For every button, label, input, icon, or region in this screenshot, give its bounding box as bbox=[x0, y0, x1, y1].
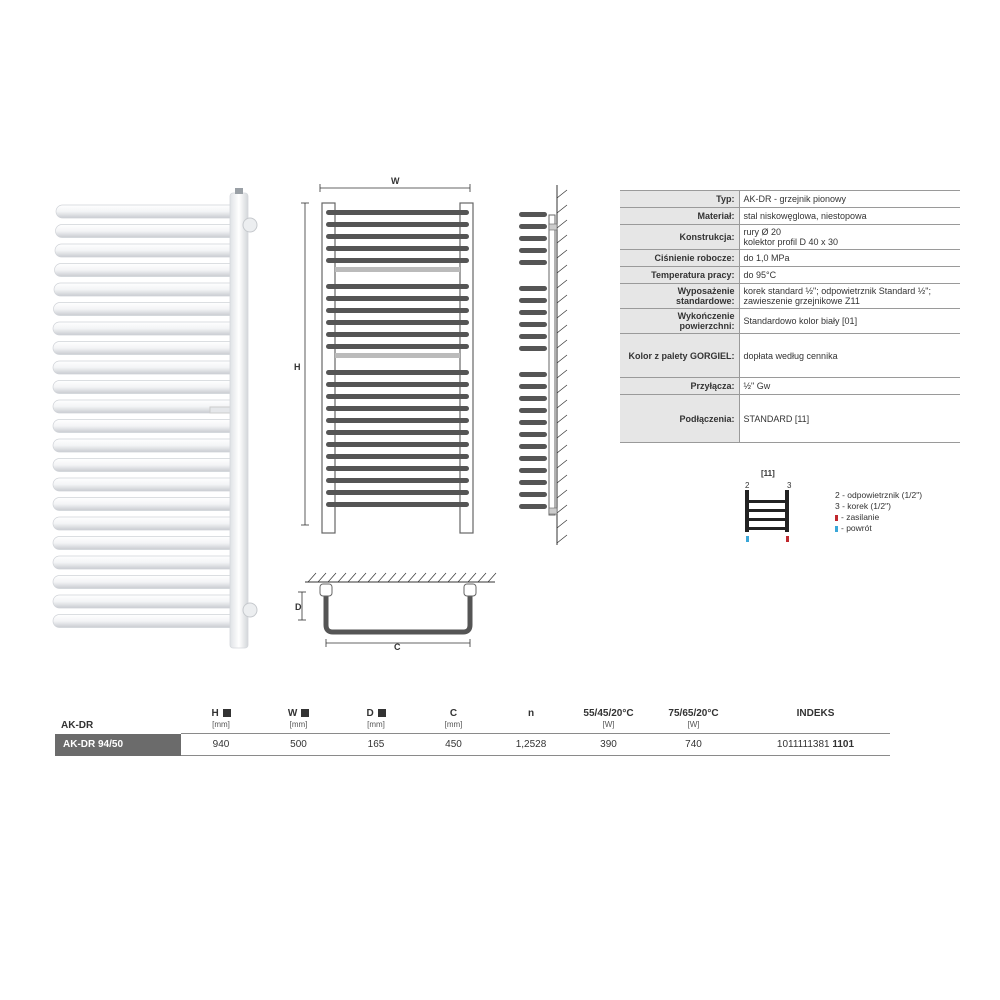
model-column-header: AK-DR bbox=[61, 719, 94, 731]
spec-value: Standardowo kolor biały [01] bbox=[739, 309, 960, 334]
column-header-h: H [mm] bbox=[211, 708, 230, 729]
model-cell: AK-DR 94/50 bbox=[55, 734, 181, 756]
legend-item-return: - powrót bbox=[835, 523, 922, 534]
spec-value: STANDARD [11] bbox=[739, 395, 960, 443]
column-header-index: INDEKS bbox=[796, 708, 835, 719]
c-label: C bbox=[394, 642, 401, 652]
cell-n: 1,2528 bbox=[491, 734, 571, 756]
legend-item: 3 - korek (1/2") bbox=[835, 501, 891, 511]
legend-item-supply: - zasilanie bbox=[835, 512, 922, 523]
spec-key: Podłączenia: bbox=[620, 395, 739, 443]
connection-left-num: 2 bbox=[745, 481, 750, 490]
spec-row bbox=[620, 334, 960, 378]
spec-row bbox=[620, 208, 960, 225]
spec-key: Wykończenie powierzchni: bbox=[620, 309, 739, 334]
column-header-75: 75/65/20°C [W] bbox=[668, 708, 719, 729]
column-header-d: D [mm] bbox=[366, 708, 385, 729]
spec-row bbox=[620, 395, 960, 443]
column-header-n: n bbox=[527, 708, 535, 719]
spec-value: dopłata według cennika bbox=[739, 334, 960, 378]
cell-h: 940 bbox=[181, 734, 261, 756]
cell-c: 450 bbox=[416, 734, 491, 756]
legend-item: 2 - odpowietrznik (1/2") bbox=[835, 490, 923, 500]
spec-row bbox=[620, 250, 960, 267]
width-icon bbox=[301, 709, 309, 717]
spec-value: stal niskowęglowa, niestopowa bbox=[739, 208, 960, 225]
cell-index: 1011111381 1101 bbox=[741, 734, 890, 756]
cell-w: 500 bbox=[261, 734, 336, 756]
connection-right-num: 3 bbox=[787, 481, 792, 490]
cell-p55: 390 bbox=[571, 734, 646, 756]
spec-key: Konstrukcja: bbox=[620, 225, 739, 250]
spec-value: do 1,0 MPa bbox=[739, 250, 960, 267]
spec-key: Kolor z palety GORGIEL: bbox=[620, 334, 739, 378]
dimensions-table bbox=[55, 708, 890, 756]
connection-code: [11] bbox=[761, 469, 775, 478]
supply-marker bbox=[786, 536, 789, 542]
connection-legend bbox=[835, 490, 922, 534]
spec-row bbox=[620, 191, 960, 208]
front-view-drawing bbox=[290, 170, 490, 550]
column-header-w: W [mm] bbox=[287, 708, 308, 729]
spec-row bbox=[620, 267, 960, 284]
spec-key: Typ: bbox=[620, 191, 739, 208]
column-header-c: C [mm] bbox=[444, 708, 463, 729]
spec-key: Wyposażenie standardowe: bbox=[620, 284, 739, 309]
spec-value: rury Ø 20 kolektor profil D 40 x 30 bbox=[739, 225, 960, 250]
width-label: W bbox=[391, 176, 400, 186]
height-icon bbox=[223, 709, 231, 717]
depth-label: D bbox=[295, 602, 302, 612]
spec-value: korek standard ½"; odpowietrznik Standard ½"; zawieszenie grzejnikowe Z11 bbox=[739, 284, 960, 309]
radiator-photo bbox=[45, 185, 280, 650]
cell-p75: 740 bbox=[646, 734, 741, 756]
side-view-drawing bbox=[505, 180, 585, 550]
supply-color-dot bbox=[835, 515, 838, 521]
return-color-dot bbox=[835, 526, 838, 532]
column-header-55: 55/45/20°C [W] bbox=[583, 708, 634, 729]
spec-table bbox=[620, 190, 960, 443]
height-label: H bbox=[294, 362, 301, 372]
spec-row bbox=[620, 284, 960, 309]
spec-key: Materiał: bbox=[620, 208, 739, 225]
depth-icon bbox=[378, 709, 386, 717]
return-marker bbox=[746, 536, 749, 542]
table-row bbox=[55, 734, 890, 756]
spec-key: Ciśnienie robocze: bbox=[620, 250, 739, 267]
spec-row bbox=[620, 225, 960, 250]
spec-value: AK-DR - grzejnik pionowy bbox=[739, 191, 960, 208]
cell-d: 165 bbox=[336, 734, 416, 756]
connection-diagram bbox=[735, 468, 805, 543]
spec-row bbox=[620, 378, 960, 395]
spec-value: ½" Gw bbox=[739, 378, 960, 395]
spec-key: Przyłącza: bbox=[620, 378, 739, 395]
spec-value: do 95°C bbox=[739, 267, 960, 284]
spec-key: Temperatura pracy: bbox=[620, 267, 739, 284]
spec-row bbox=[620, 309, 960, 334]
